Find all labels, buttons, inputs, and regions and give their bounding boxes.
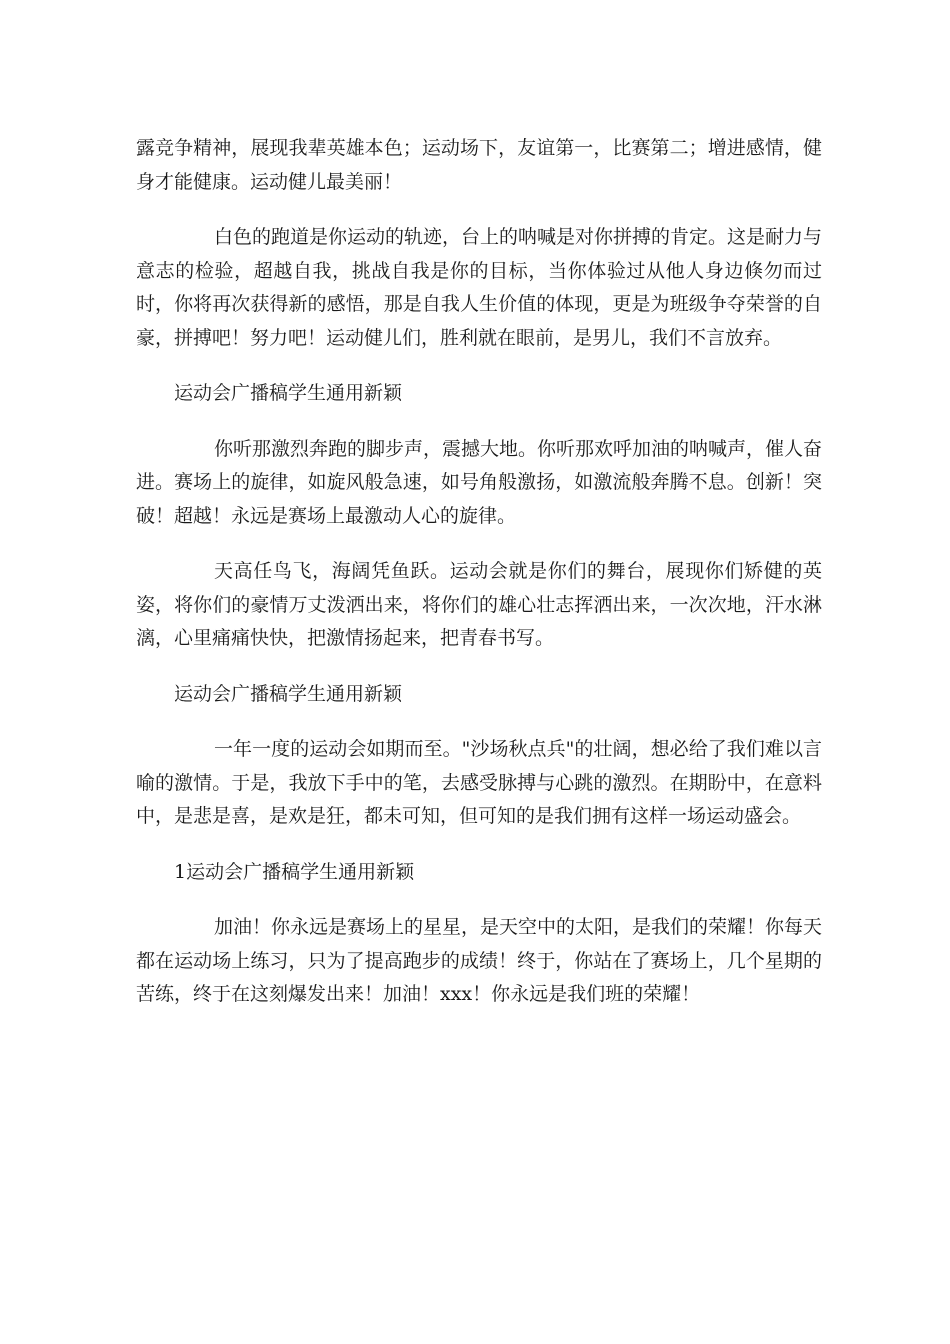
paragraph-2: 白色的跑道是你运动的轨迹，台上的呐喊是对你拼搏的肯定。这是耐力与意志的检验，超越自我，挑战自我是你的目标，当你体验过从他人身边倏勿而过时，你将再次获得新的感悟，那是自我人生价值的体现，更是为班级争夺荣誉的自豪，拼搏吧！努力吧！运动健儿们，胜利就在眼前，是男儿，我们不言放弃。: [136, 226, 823, 349]
paragraph-5: 一年一度的运动会如期而至。"沙场秋点兵"的壮阔，想必给了我们难以言喻的激情。于是，我放下手中的笔，去感受脉搏与心跳的激烈。在期盼中，在意料中，是悲是喜，是欢是狂，都未可知，但可知的是我们拥有这样一场运动盛会。: [136, 738, 822, 827]
section-heading-3: 1运动会广播稿学生通用新颖: [174, 860, 415, 883]
paragraph-1: 露竞争精神，展现我辈英雄本色；运动场下，友谊第一，比赛第二；增进感情，健身才能健康。运动健儿最美丽！: [136, 137, 822, 193]
section-heading-1: 运动会广播稿学生通用新颖: [174, 382, 403, 404]
paragraph-3: 你听那激烈奔跑的脚步声，震撼大地。你听那欢呼加油的呐喊声，催人奋进。赛场上的旋律，如旋风般急速，如号角般激扬，如激流般奔腾不息。创新！突破！超越！永远是赛场上最激动人心的旋律。: [136, 437, 823, 527]
section-heading-2: 运动会广播稿学生通用新颖: [174, 682, 403, 705]
paragraph-6: 加油！你永远是赛场上的星星，是天空中的太阳，是我们的荣耀！你每天都在运动场上练习，只为了提高跑步的成绩！终于，你站在了赛场上，几个星期的苦练，终于在这刻爆发出来！加油！xxx！你永远是我们班的荣耀！: [136, 916, 823, 1005]
paragraph-4: 天高任鸟飞，海阔凭鱼跃。运动会就是你们的舞台，展现你们矫健的英姿，将你们的豪情万丈泼洒出来，将你们的雄心壮志挥洒出来，一次次地，汗水淋漓，心里痛痛快快，把激情扬起来，把青春书写。: [136, 560, 822, 649]
document-body: [136, 132, 822, 1034]
